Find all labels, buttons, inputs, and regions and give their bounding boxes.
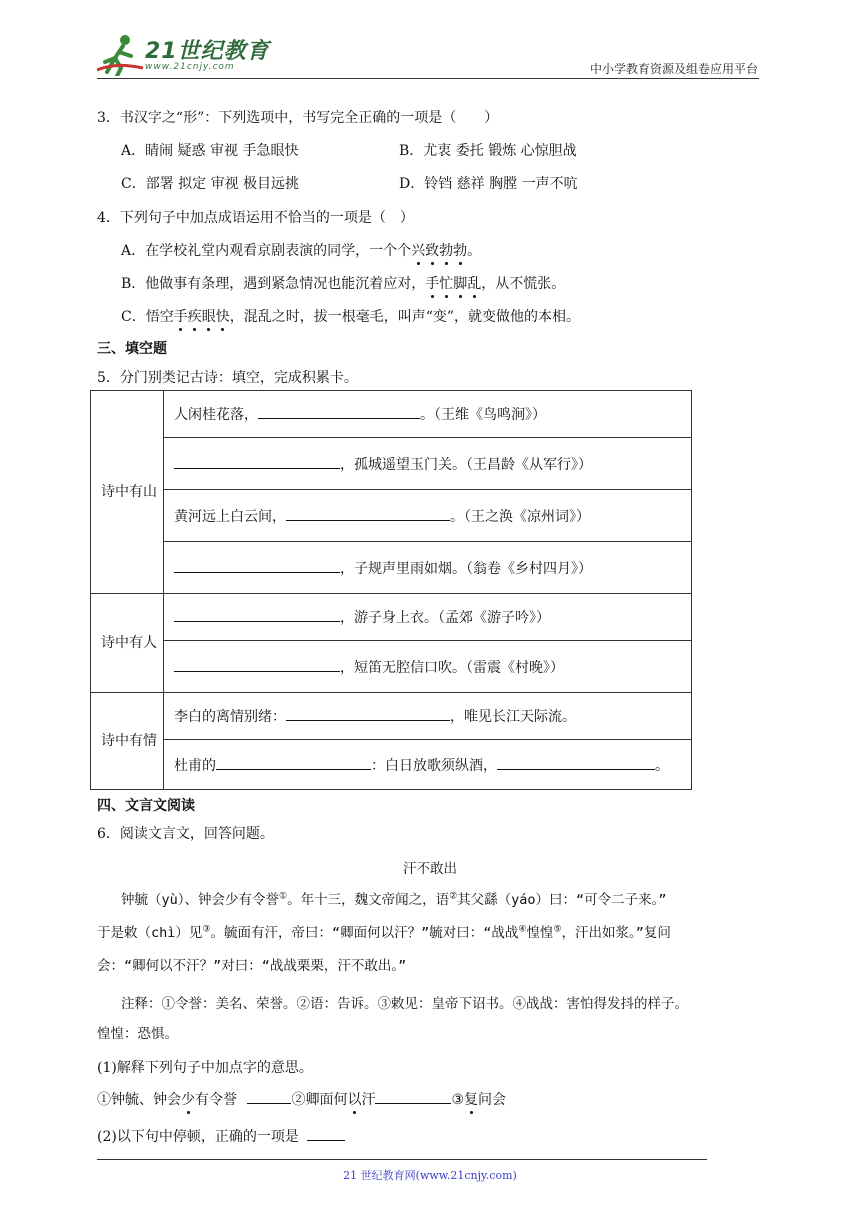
answer-blank[interactable] (286, 506, 450, 521)
poem-row: 黄河远上白云间， 。（王之涣《凉州词》） (164, 490, 692, 542)
category-mountain: 诗中有山 (91, 391, 164, 594)
q3-option-a: A．睛闹 疑惑 审视 手急眼快 (121, 143, 299, 159)
dotted-char: 眼 (202, 306, 216, 326)
poem-row: ，子规声里雨如烟。（翁卷《乡村四月》） (164, 542, 692, 594)
q4-option-c: C．悟空手疾眼快，混乱之时，拔一根毫毛，叫声“变”，就变做他的本相。 (121, 306, 580, 326)
poem-row: 李白的离情别绪： ，唯见长江天际流。 (164, 693, 692, 740)
section-4-title: 四、文言文阅读 (97, 798, 195, 814)
dotted-char: 疾 (188, 306, 202, 326)
platform-title: 中小学教育资源及组卷应用平台 (589, 62, 758, 76)
dotted-char: 忙 (439, 273, 453, 293)
passage-line-1: 钟毓（yù）、钟会少有令誉①。年十三，魏文帝闻之，语②其父繇（yáo）曰：“可令二子来。” (121, 891, 667, 908)
answer-blank[interactable] (216, 755, 371, 770)
answer-blank[interactable] (247, 1089, 291, 1104)
running-man-logo-icon (97, 32, 145, 76)
sub-question-1: (1)解释下列句子中加点字的意思。 (97, 1060, 313, 1076)
dotted-char: 兴 (411, 240, 425, 260)
dotted-char: 致 (425, 240, 439, 260)
poem-row: ，孤城遥望玉门关。（王昌龄《从军行》） (164, 438, 692, 490)
sub-question-2: (2)以下句中停顿，正确的一项是 (97, 1126, 345, 1146)
dotted-char: 手 (425, 273, 439, 293)
q4-option-b: B．他做事有条理，遇到紧急情况也能沉着应对，手忙脚乱，从不慌张。 (121, 273, 565, 293)
answer-blank[interactable] (174, 657, 340, 672)
footer-divider (97, 1159, 707, 1160)
passage-line-2: 于是敕（chì）见③。毓面有汗，帝曰：“卿面何以汗？”毓对曰：“战战④惶惶⑤，汗出如浆。”复问 (97, 924, 671, 941)
answer-blank[interactable] (286, 706, 450, 721)
answer-blank[interactable] (174, 558, 340, 573)
category-emotion: 诗中有情 (91, 693, 164, 790)
poem-row: 杜甫的 ：白日放歌须纵酒， 。 (164, 740, 692, 790)
dotted-char: 手 (174, 306, 188, 326)
answer-blank[interactable] (174, 607, 340, 622)
dotted-char: 脚 (453, 273, 467, 293)
passage-title: 汗不敢出 (403, 861, 457, 877)
dotted-char: 勃 (453, 240, 467, 260)
q5-stem: 5．分门别类记古诗：填空，完成积累卡。 (97, 370, 358, 386)
note-line-1: 注释：①令誉：美名、荣誉。②语：告诉。③敕见：皇帝下诏书。④战战：害怕得发抖的样子。 (121, 996, 688, 1012)
sub-question-1-items: ①钟毓、钟会少有令誉 ②卿面何以汗 ③复问会 (97, 1089, 506, 1109)
q3-option-d: D．铃铛 慈祥 胸膛 一声不吭 (399, 176, 578, 192)
q3-stem: 3．书汉字之“形”：下列选项中，书写完全正确的一项是（ ） (97, 110, 499, 126)
q4-option-a: A．在学校礼堂内观看京剧表演的同学，一个个兴致勃勃。 (121, 240, 481, 260)
answer-blank[interactable] (174, 454, 340, 469)
q6-stem: 6．阅读文言文，回答问题。 (97, 826, 274, 842)
dotted-char: 乱 (467, 273, 481, 293)
poem-row: 人闲桂花落， 。（王维《鸟鸣涧》） (164, 391, 692, 438)
note-line-2: 惶惶：恐惧。 (97, 1026, 178, 1042)
section-3-title: 三、填空题 (97, 341, 167, 357)
dotted-idiom (411, 243, 467, 259)
q3-option-b: B．尤衷 委托 锻炼 心惊胆战 (399, 143, 577, 159)
dotted-idiom (425, 276, 481, 292)
q4-stem: 4．下列句子中加点成语运用不恰当的一项是（ ） (97, 210, 414, 226)
answer-blank[interactable] (497, 755, 655, 770)
dotted-char: 快 (216, 306, 230, 326)
poem-row: ，游子身上衣。（孟郊《游子吟》） (164, 594, 692, 641)
answer-blank[interactable] (375, 1089, 451, 1104)
answer-blank[interactable] (258, 404, 420, 419)
dotted-char: 勃 (439, 240, 453, 260)
poem-row: ，短笛无腔信口吹。（雷震《村晚》） (164, 641, 692, 693)
logo-url: www.21cnjy.com (145, 62, 235, 72)
passage-line-3: 会：“卿何以不汗？”对曰：“战战栗栗，汗不敢出。” (97, 958, 407, 974)
logo-text: 21世纪教育 (145, 39, 270, 64)
header-divider (97, 78, 759, 79)
footer-text[interactable]: 21 世纪教育网(www.21cnjy.com) (343, 1169, 517, 1182)
dotted-idiom (174, 309, 230, 325)
answer-blank[interactable] (307, 1126, 345, 1141)
poem-card-table (90, 390, 692, 790)
category-people: 诗中有人 (91, 594, 164, 693)
q3-option-c: C．部署 拟定 审视 极目远挑 (121, 176, 300, 192)
